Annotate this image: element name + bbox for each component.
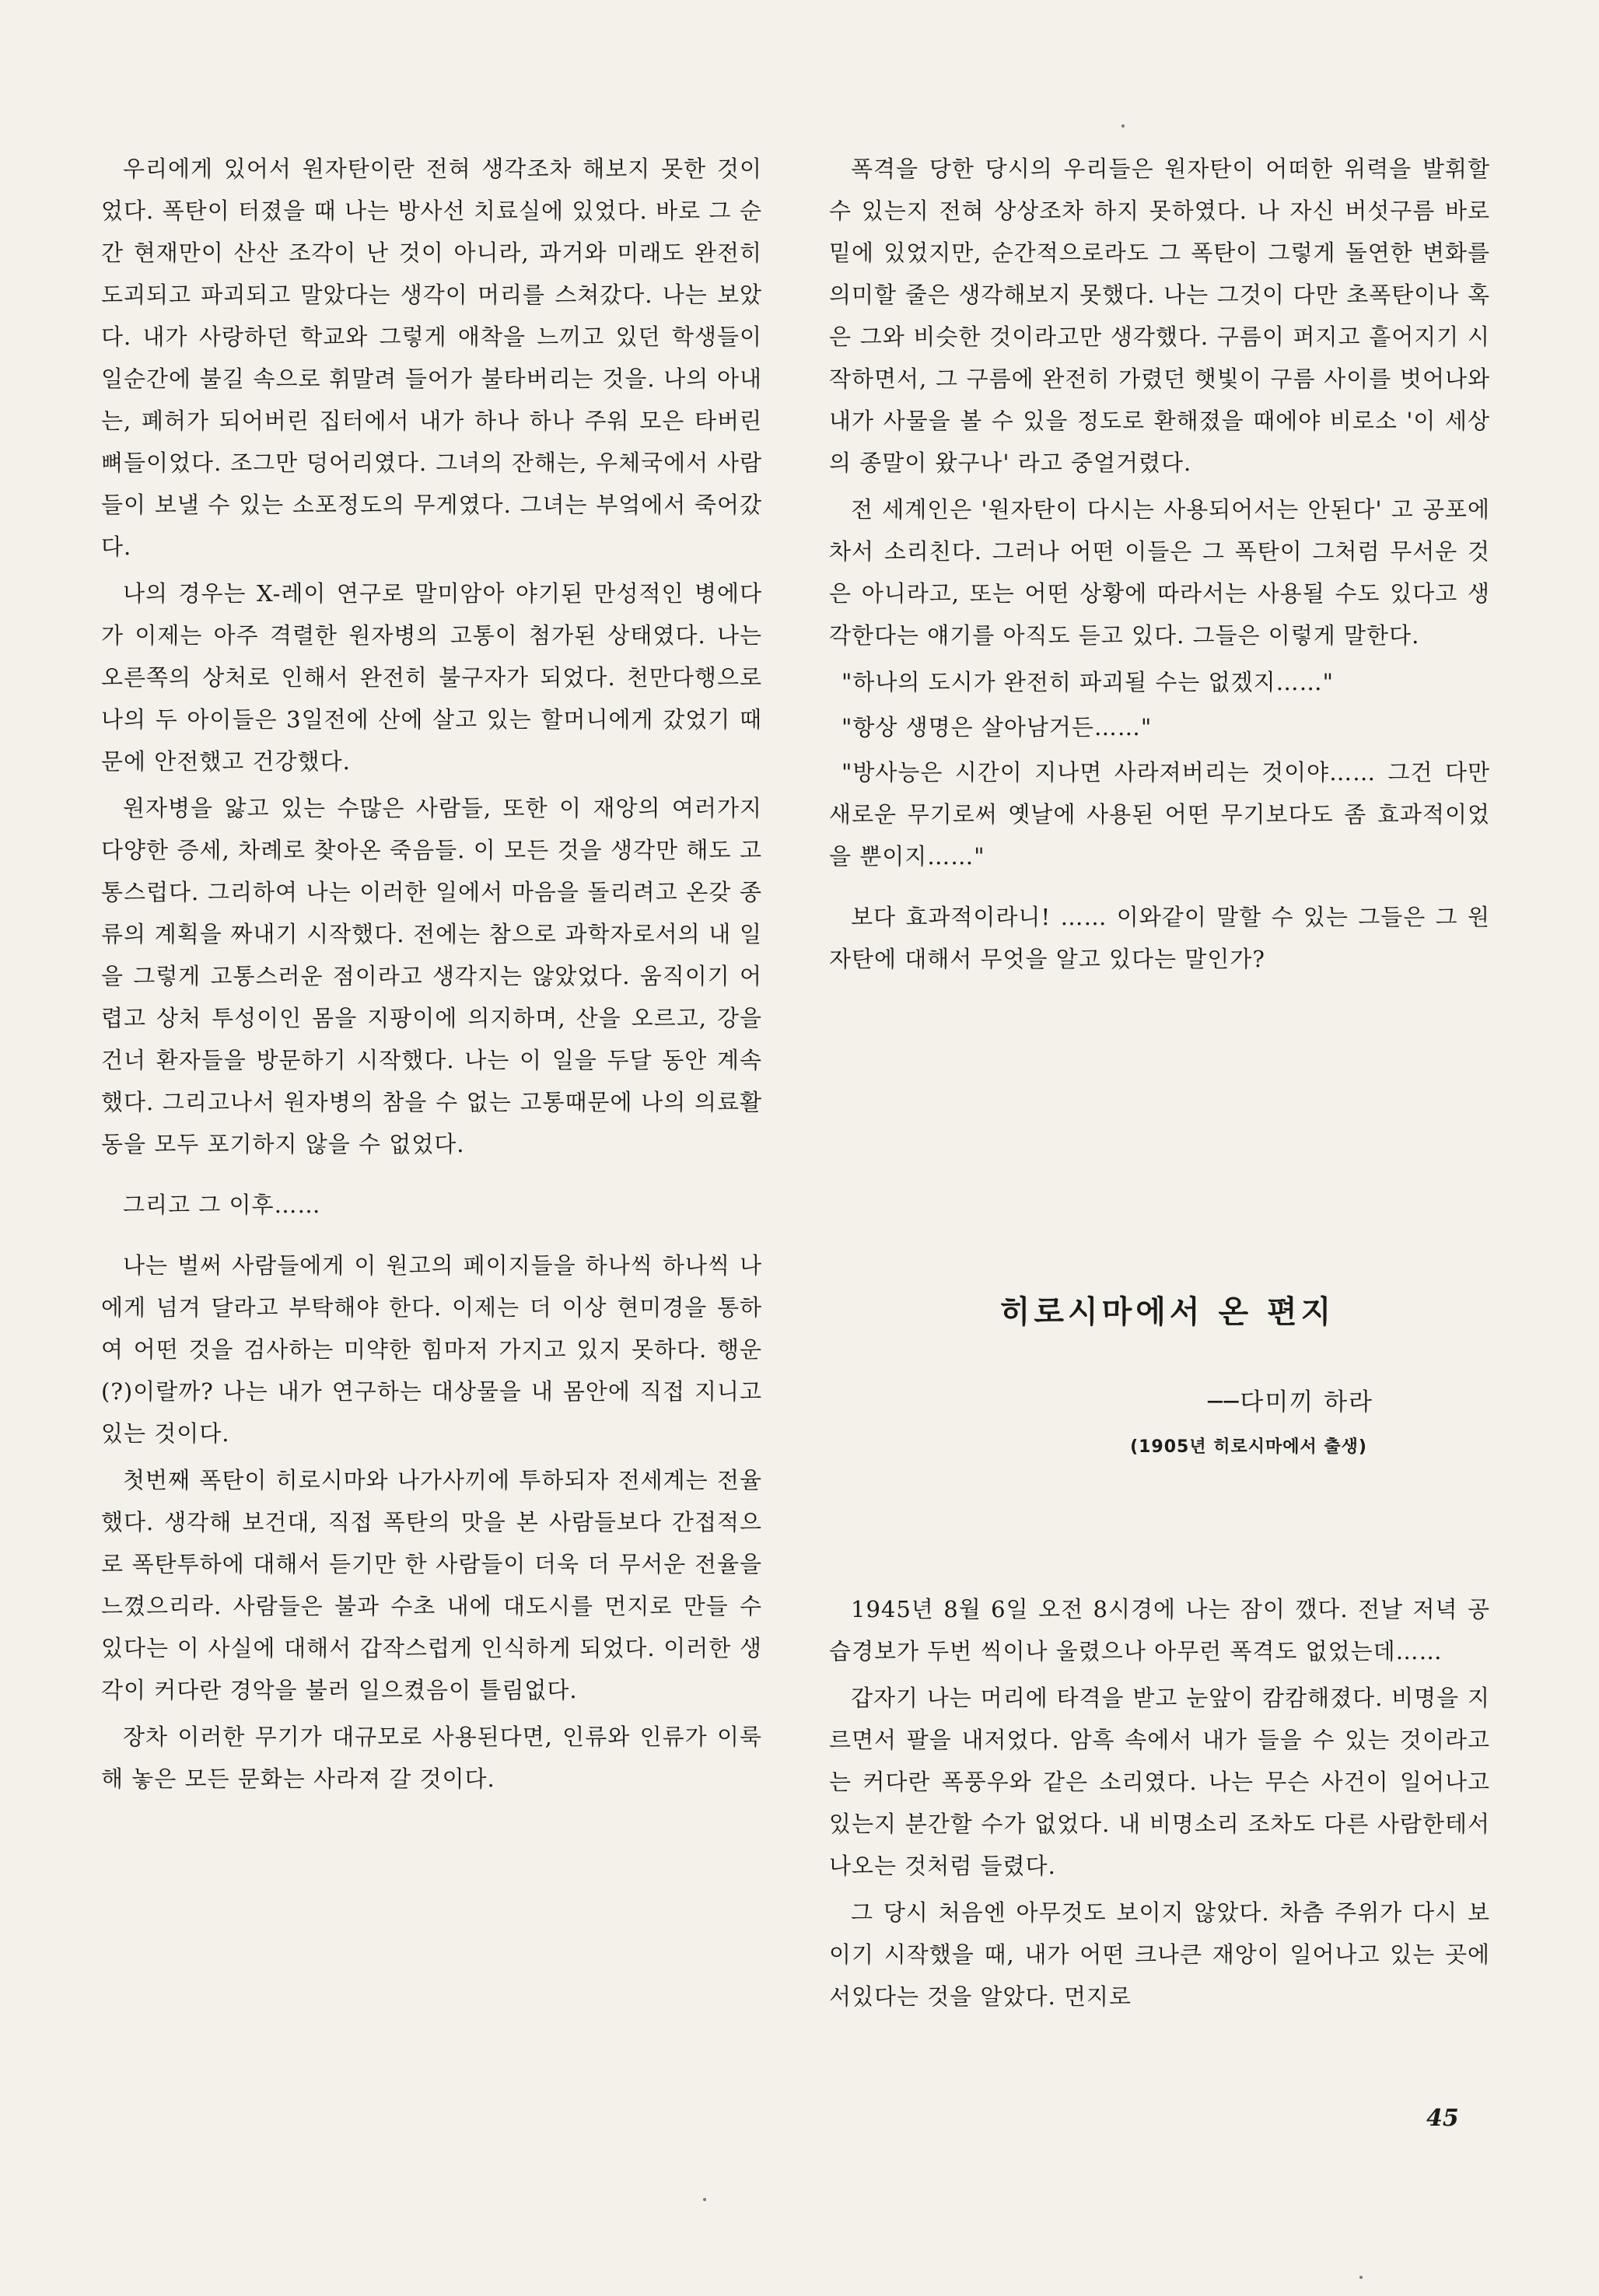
- author-birth-note: (1905년 히로시마에서 출생): [1130, 1437, 1367, 1457]
- paragraph: 그 당시 처음엔 아무것도 보이지 않았다. 차츰 주위가 다시 보이기 시작했을 때, 내가 어떤 크나큰 재앙이 일어나고 있는 곳에 서있다는 것을 알았다. 먼지로: [829, 1899, 1490, 2010]
- letter-body: [829, 1588, 1490, 2022]
- author-name: ──다미끼 하라: [1208, 1388, 1373, 1416]
- paragraph: 첫번째 폭탄이 히로시마와 나가사끼에 투하되자 전세계는 전율했다. 생각해 보건대, 직접 폭탄의 맛을 본 사람들보다 간접적으로 폭탄투하에 대해서 듣기만 한 사람들이 더욱 더 무서운 전율을 느꼈으리라. 사람들은 불과 수초 내에 대도시를 먼지로 만들 수 있다는 이 사실에 대해서 갑작스럽게 인식하게 되었다. 이러한 생각이 커다란 경악을 불러 일으켰음이 틀림없다.: [101, 1467, 762, 1703]
- letter-title: 히로시마에서 온 편지: [999, 1294, 1335, 1330]
- paragraph: 전 세계인은 '원자탄이 다시는 사용되어서는 안된다' 고 공포에 차서 소리친다. 그러나 어떤 이들은 그 폭탄이 그처럼 무서운 것은 아니라고, 또는 어떤 상황에 따라서는 사용될 수도 있다고 생각한다는 얘기를 아직도 듣고 있다. 그들은 이렇게 말한다.: [829, 496, 1490, 649]
- left-column: [101, 148, 762, 1804]
- page-number: 45: [1426, 2105, 1459, 2132]
- print-speck: [1121, 124, 1125, 128]
- print-speck: [703, 2198, 706, 2201]
- paragraph: 나의 경우는 X-레이 연구로 말미암아 야기된 만성적인 병에다가 이제는 아주 격렬한 원자병의 고통이 첨가된 상태였다. 나는 오른쪽의 상처로 인해서 완전히 불구자가 되었다. 천만다행으로 나의 두 아이들은 3일전에 산에 살고 있는 할머니에게 갔었기 때문에 안전했고 건강했다.: [101, 580, 762, 775]
- quotation: "하나의 도시가 완전히 파괴될 수는 없겠지……": [841, 669, 1335, 695]
- paragraph: 폭격을 당한 당시의 우리들은 원자탄이 어떠한 위력을 발휘할 수 있는지 전혀 상상조차 하지 못하였다. 나 자신 버섯구름 바로 밑에 있었지만, 순간적으로라도 그 폭탄이 그렇게 돌연한 변화를 의미할 줄은 생각해보지 못했다. 나는 그것이 다만 초폭탄이나 혹은 그와 비슷한 것이라고만 생각했다. 구름이 퍼지고 흩어지기 시작하면서, 그 구름에 완전히 가렸던 햇빛이 구름 사이를 벗어나와 내가 사물을 볼 수 있을 정도로 환해졌을 때에야 비로소 '이 세상의 종말이 왔구나' 라고 중얼거렸다.: [829, 156, 1490, 476]
- paragraph: 우리에게 있어서 원자탄이란 전혀 생각조차 해보지 못한 것이었다. 폭탄이 터졌을 때 나는 방사선 치료실에 있었다. 바로 그 순간 현재만이 산산 조각이 난 것이 아니라, 과거와 미래도 완전히 도괴되고 파괴되고 말았다는 생각이 머리를 스쳐갔다. 나는 보았다. 내가 사랑하던 학교와 그렇게 애착을 느끼고 있던 학생들이 일순간에 불길 속으로 휘말려 들어가 불타버리는 것을. 나의 아내는, 폐허가 되어버린 집터에서 내가 하나 하나 주워 모은 타버린 뼈들이었다. 조그만 덩어리였다. 그녀의 잔해는, 우체국에서 사람들이 보낼 수 있는 소포정도의 무게였다. 그녀는 부엌에서 죽어갔다.: [101, 156, 762, 560]
- quotation: "방사능은 시간이 지나면 사라져버리는 것이야…… 그건 다만 새로운 무기로써 옛날에 사용된 어떤 무기보다도 좀 효과적이었을 뿐이지……": [829, 759, 1490, 870]
- essay-continuation: [829, 148, 1490, 985]
- paragraph: 장차 이러한 무기가 대규모로 사용된다면, 인류와 인류가 이룩해 놓은 모든 문화는 사라져 갈 것이다.: [101, 1724, 762, 1792]
- paragraph: 원자병을 앓고 있는 수많은 사람들, 또한 이 재앙의 여러가지 다양한 증세, 차례로 찾아온 죽음들. 이 모든 것을 생각만 해도 고통스럽다. 그리하여 나는 이러한 일에서 마음을 돌리려고 온갖 종류의 계획을 짜내기 시작했다. 전에는 참으로 과학자로서의 내 일을 그렇게 고통스러운 점이라고 생각지는 않았었다. 움직이기 어렵고 상처 투성이인 몸을 지팡이에 의지하며, 산을 오르고, 강을 건너 환자들을 방문하기 시작했다. 나는 이 일을 두달 동안 계속했다. 그리고나서 원자병의 참을 수 없는 고통때문에 나의 의료활동을 모두 포기하지 않을 수 없었다.: [101, 795, 762, 1157]
- paragraph: 그리고 그 이후……: [123, 1192, 321, 1218]
- paragraph: 갑자기 나는 머리에 타격을 받고 눈앞이 캄캄해졌다. 비명을 지르면서 팔을 내저었다. 암흑 속에서 내가 들을 수 있는 것이라고는 커다란 폭풍우와 같은 소리였다. 나는 무슨 사건이 일어나고 있는지 분간할 수가 없었다. 내 비명소리 조차도 다른 사람한테서 나오는 것처럼 들렸다.: [829, 1685, 1490, 1879]
- paragraph: 나는 벌써 사람들에게 이 원고의 페이지들을 하나씩 하나씩 나에게 넘겨 달라고 부탁해야 한다. 이제는 더 이상 현미경을 통하여 어떤 것을 검사하는 미약한 힘마저 가지고 있지 못하다. 행운(?)이랄까? 나는 내가 연구하는 대상물을 내 몸안에 직접 지니고 있는 것이다.: [101, 1252, 762, 1447]
- print-speck: [1359, 2276, 1363, 2279]
- paragraph: 보다 효과적이라니! …… 이와같이 말할 수 있는 그들은 그 원자탄에 대해서 무엇을 알고 있다는 말인가?: [829, 904, 1490, 972]
- letter-heading: [829, 1291, 1490, 1468]
- paragraph: 1945년 8월 6일 오전 8시경에 나는 잠이 깼다. 전날 저녁 공습경보가 두번 씩이나 울렸으나 아무런 폭격도 없었는데……: [829, 1596, 1490, 1664]
- quotation: "항상 생명은 살아남거든……": [841, 714, 1153, 740]
